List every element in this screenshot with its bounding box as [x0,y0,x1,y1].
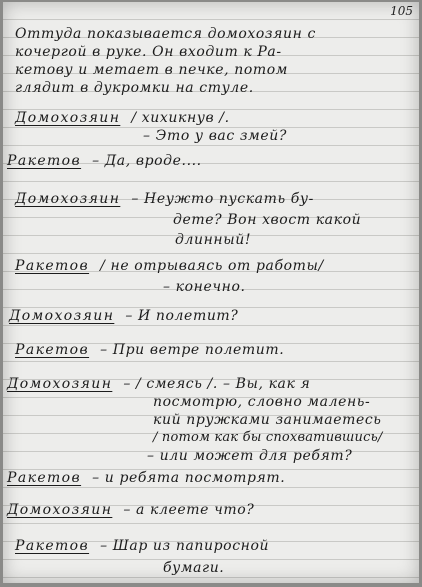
dialogue-line [15,342,284,358]
intro-line: кочергой в руке. Он входит к Ра- [15,44,282,60]
dialogue-line [7,502,254,518]
dialogue-line [7,153,202,169]
dialogue-line [15,258,324,274]
speech-text: – Шар из папиросной [100,538,270,554]
manuscript-page [3,2,419,583]
speech-text: / не отрываясь от работы/ [100,258,324,274]
speech-text: – и ребята посмотрят. [92,470,286,486]
dialogue-line [9,308,238,324]
speech-continuation: / потом как бы спохватившись/ [153,430,383,445]
speech-text: – / смеясь /. – Вы, как я [123,376,311,392]
speech-continuation: посмотрю, словно малень- [153,394,371,410]
speaker-name: Домохозяин [9,308,115,324]
intro-line: глядит в дукромки на стуле. [15,80,254,96]
speaker-name: Ракетов [7,470,82,486]
speech-text: – Да, вроде.... [92,153,202,169]
speaker-name: Домохозяин [7,502,113,518]
dialogue-line [7,376,310,392]
speech-continuation: – конечно. [163,279,246,295]
speech-continuation: – или может для ребят? [147,448,353,464]
dialogue-line [15,110,230,126]
speech-continuation: бумаги. [163,560,225,576]
speaker-name: Домохозяин [7,376,113,392]
speaker-name: Ракетов [15,258,90,274]
page-number: 105 [390,4,413,18]
speech-text: – а клеете что? [123,502,255,518]
speaker-name: Ракетов [15,538,90,554]
speaker-name: Ракетов [15,342,90,358]
speech-continuation: длинный! [175,232,252,248]
dialogue-line [15,191,314,207]
dialogue-line [15,538,269,554]
speaker-name: Ракетов [7,153,82,169]
speaker-name: Домохозяин [15,110,121,126]
speech-text: – Неужто пускать бу- [131,191,314,207]
speech-text: / хихикнув /. [131,110,230,126]
speech-continuation: кий пружками занимаетесь [153,412,382,428]
speech-continuation: дете? Вон хвост какой [173,212,362,228]
intro-line: кетову и метает в печке, потом [15,62,288,78]
speech-text: – И полетит? [125,308,239,324]
speech-continuation: – Это у вас змей? [143,128,287,144]
intro-line: Оттуда показывается домохозяин с [15,26,316,42]
speaker-name: Домохозяин [15,191,121,207]
speech-text: – При ветре полетит. [100,342,285,358]
dialogue-line [7,470,285,486]
